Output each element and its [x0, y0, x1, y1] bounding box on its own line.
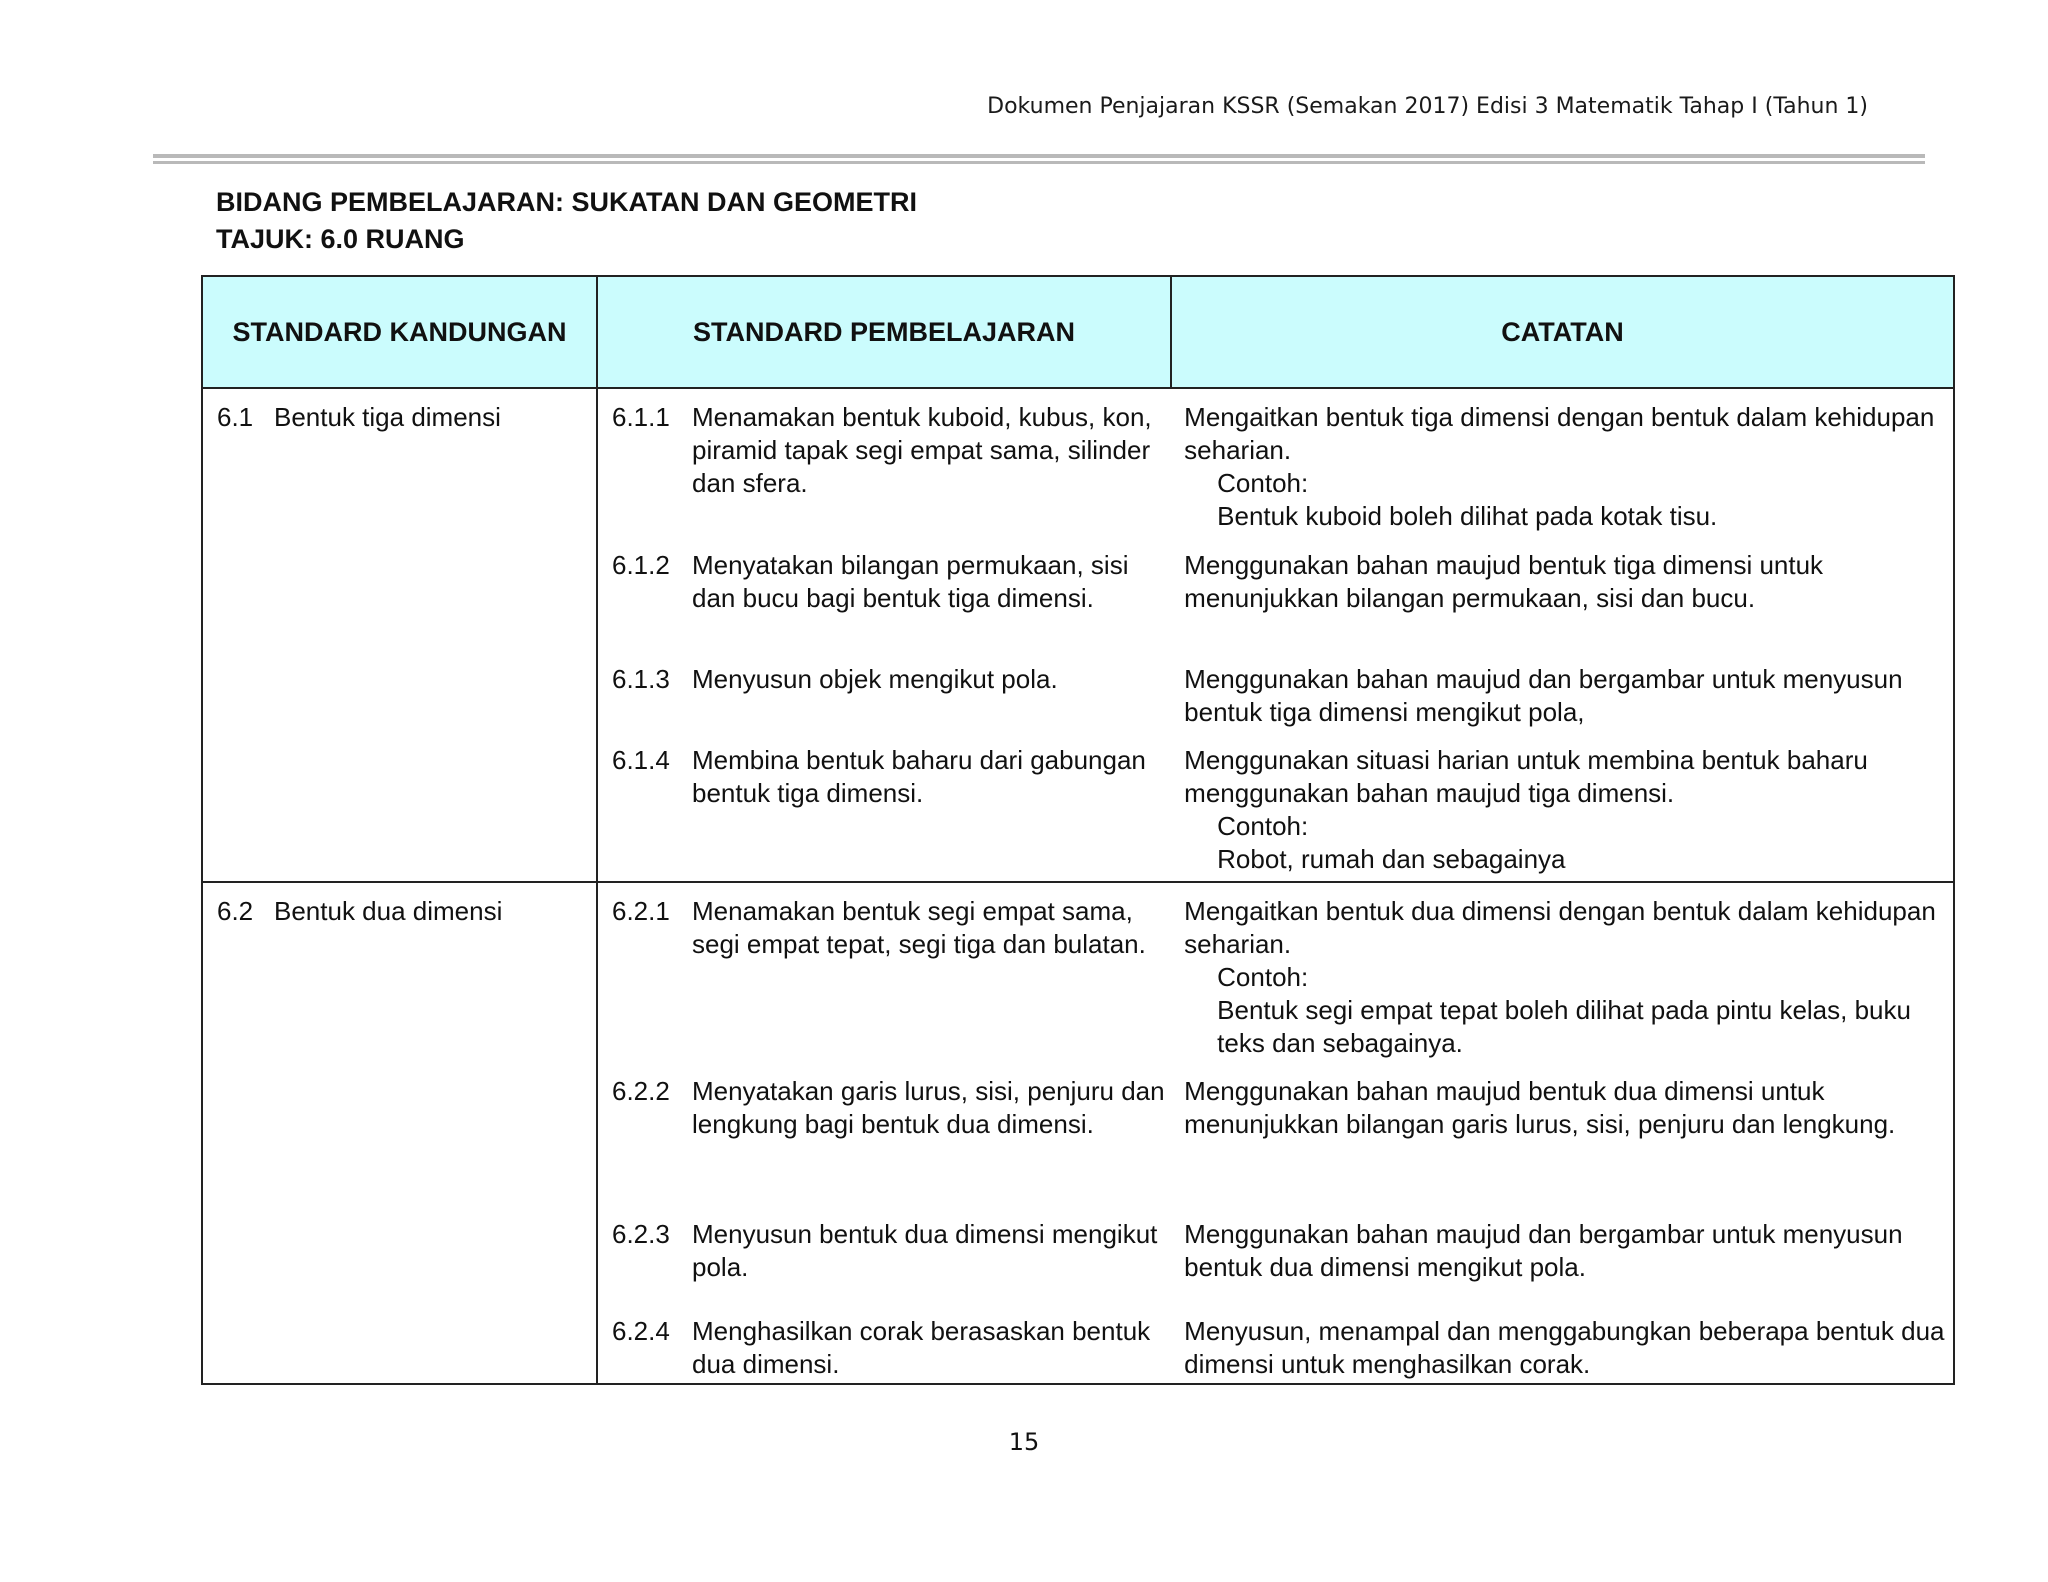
- sp-number: 6.2.2: [612, 1076, 670, 1106]
- learning-items-cell: [597, 882, 1954, 1384]
- sp-text: Membina bentuk baharu dari gabungan bentuk tiga dimensi.: [692, 745, 1146, 808]
- note-example-label: Contoh:: [1217, 962, 1309, 992]
- header-rule: [153, 154, 1925, 158]
- note-text: Mengaitkan bentuk tiga dimensi dengan bentuk dalam kehidupan seharian.: [1184, 402, 1935, 465]
- table-row-6-2: [202, 882, 1954, 1384]
- note-text: Menggunakan bahan maujud bentuk dua dimensi untuk menunjukkan bilangan garis lurus, sisi, penjuru dan lengkung.: [1184, 1076, 1896, 1139]
- standard-kandungan-cell: [202, 388, 597, 882]
- sk-number: 6.1: [217, 402, 254, 432]
- sp-number: 6.1.3: [612, 664, 670, 694]
- sp-text: Menamakan bentuk segi empat sama, segi empat tepat, segi tiga dan bulatan.: [692, 896, 1146, 959]
- sp-number: 6.2.3: [612, 1219, 670, 1249]
- header-standard-kandungan: STANDARD KANDUNGAN: [202, 276, 597, 388]
- list-item: [598, 663, 1953, 744]
- header-catatan: CATATAN: [1171, 276, 1954, 388]
- page-number: 15: [1008, 1428, 1040, 1456]
- sp-text: Menamakan bentuk kuboid, kubus, kon, piramid tapak segi empat sama, silinder dan sfera.: [692, 402, 1152, 498]
- sk-number: 6.2: [217, 896, 254, 926]
- list-item: [598, 401, 1953, 549]
- sk-label: Bentuk tiga dimensi: [274, 402, 501, 432]
- list-item: [598, 549, 1953, 663]
- sp-number: 6.2.1: [612, 896, 670, 926]
- sp-number: 6.1.2: [612, 550, 670, 580]
- document-header-title: Dokumen Penjajaran KSSR (Semakan 2017) Edisi 3 Matematik Tahap I (Tahun 1): [987, 94, 1868, 119]
- note-example-label: Contoh:: [1217, 468, 1309, 498]
- note-text: Menggunakan bahan maujud bentuk tiga dimensi untuk menunjukkan bilangan permukaan, sisi dan bucu.: [1184, 550, 1824, 613]
- note-text: Menggunakan bahan maujud dan bergambar untuk menyusun bentuk tiga dimensi mengikut pola,: [1184, 664, 1903, 727]
- header-rule-secondary: [153, 161, 1925, 164]
- sk-label: Bentuk dua dimensi: [274, 896, 503, 926]
- note-text: Menyusun, menampal dan menggabungkan beberapa bentuk dua dimensi untuk menghasilkan corak.: [1184, 1316, 1945, 1379]
- note-text: Menggunakan bahan maujud dan bergambar untuk menyusun bentuk dua dimensi mengikut pola.: [1184, 1219, 1903, 1282]
- header-standard-pembelajaran: STANDARD PEMBELAJARAN: [597, 276, 1171, 388]
- list-item: [598, 1218, 1953, 1315]
- standard-kandungan-cell: [202, 882, 597, 1384]
- learning-items-cell: [597, 388, 1954, 882]
- sp-text: Menyusun bentuk dua dimensi mengikut pola.: [692, 1219, 1158, 1282]
- sp-text: Menyusun objek mengikut pola.: [692, 664, 1058, 694]
- sp-text: Menghasilkan corak berasaskan bentuk dua dimensi.: [692, 1316, 1151, 1379]
- note-example-label: Contoh:: [1217, 811, 1309, 841]
- note-text: Mengaitkan bentuk dua dimensi dengan bentuk dalam kehidupan seharian.: [1184, 896, 1936, 959]
- note-text: Menggunakan situasi harian untuk membina bentuk baharu menggunakan bahan maujud tiga dimensi.: [1184, 745, 1868, 808]
- sp-number: 6.1.4: [612, 745, 670, 775]
- list-item: [598, 895, 1953, 1075]
- note-example-text: Bentuk segi empat tepat boleh dilihat pada pintu kelas, buku teks dan sebagainya.: [1217, 995, 1911, 1058]
- note-example-text: Bentuk kuboid boleh dilihat pada kotak tisu.: [1217, 501, 1718, 531]
- table-header-row: [202, 276, 1954, 388]
- bidang-heading: BIDANG PEMBELAJARAN: SUKATAN DAN GEOMETRI: [216, 187, 917, 217]
- list-item: [598, 744, 1953, 876]
- list-item: [598, 1075, 1953, 1218]
- table-row-6-1: [202, 388, 1954, 882]
- sp-text: Menyatakan bilangan permukaan, sisi dan bucu bagi bentuk tiga dimensi.: [692, 550, 1129, 613]
- standards-table: [201, 275, 1955, 1385]
- sp-text: Menyatakan garis lurus, sisi, penjuru dan lengkung bagi bentuk dua dimensi.: [692, 1076, 1165, 1139]
- note-example-text: Robot, rumah dan sebagainya: [1217, 844, 1566, 874]
- sp-number: 6.1.1: [612, 402, 670, 432]
- tajuk-heading: TAJUK: 6.0 RUANG: [216, 224, 465, 254]
- list-item: [598, 1315, 1953, 1381]
- sp-number: 6.2.4: [612, 1316, 670, 1346]
